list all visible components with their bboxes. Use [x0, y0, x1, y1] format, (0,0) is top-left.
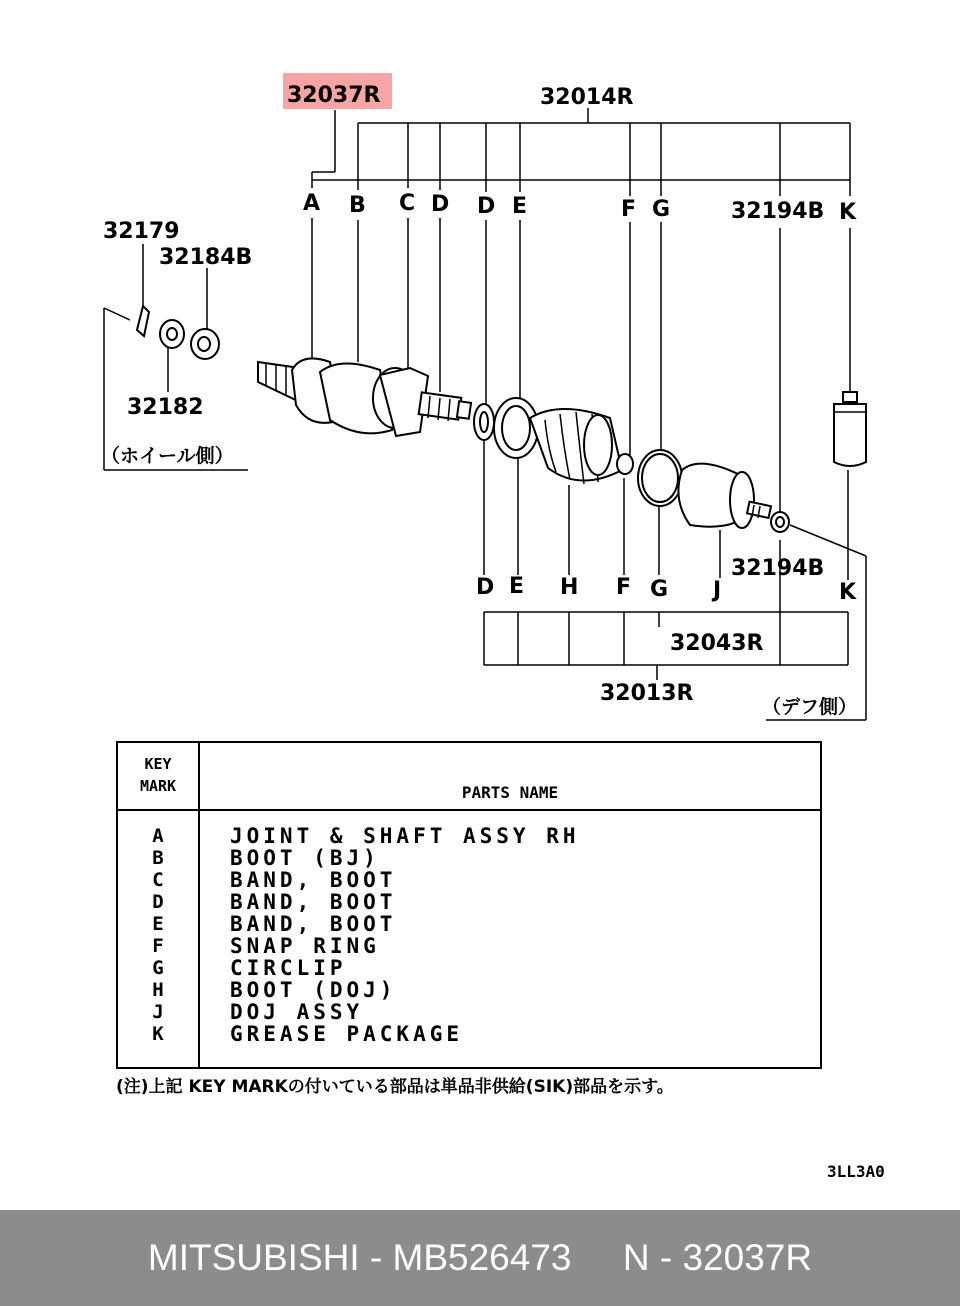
- key-header-line2: MARK: [139, 777, 177, 795]
- table-row[interactable]: [118, 825, 820, 847]
- key-mark: A: [152, 825, 164, 847]
- table-row[interactable]: [118, 935, 820, 957]
- circlip-icon: [638, 450, 682, 506]
- key-mark: G: [152, 957, 164, 979]
- callout-32182[interactable]: 32182: [127, 395, 204, 420]
- parts-table: [116, 741, 822, 1069]
- diff-side-label: （デフ側）: [762, 696, 858, 718]
- key-letter-top: G: [652, 197, 671, 222]
- key-letter-bottom: E: [509, 574, 525, 599]
- table-row[interactable]: [118, 1001, 820, 1023]
- table-row[interactable]: [118, 891, 820, 913]
- washer-32194b-icon: [771, 512, 789, 532]
- key-mark: F: [152, 935, 164, 957]
- key-mark-header: [118, 753, 198, 797]
- key-letter-top: B: [349, 193, 366, 218]
- key-letter-bottom: F: [616, 575, 632, 600]
- callout-bottom-group[interactable]: 32013R: [600, 681, 694, 706]
- key-mark: E: [152, 913, 164, 935]
- part-name: BOOT (BJ): [230, 846, 380, 870]
- key-mark: C: [152, 869, 164, 891]
- table-row[interactable]: [118, 913, 820, 935]
- key-mark: D: [152, 891, 164, 913]
- part-name: GREASE PACKAGE: [230, 1022, 464, 1046]
- joint-shaft-assembly-icon: [258, 358, 471, 436]
- boot-doj-icon: [530, 409, 622, 484]
- table-row[interactable]: [118, 847, 820, 869]
- part-name: DOJ ASSY: [230, 1000, 364, 1024]
- key-letter-bottom: D: [476, 575, 495, 600]
- callout-32194b-bottom[interactable]: 32194B: [731, 556, 825, 581]
- key-mark: K: [152, 1023, 164, 1045]
- table-row[interactable]: [118, 979, 820, 1001]
- wheel-side-label: （ホイール側）: [101, 445, 234, 467]
- table-row[interactable]: [118, 957, 820, 979]
- part-name: BAND, BOOT: [230, 890, 397, 914]
- footnote: (注)上記 KEY MARKの付いている部品は単品非供給(SIK)部品を示す。: [116, 1077, 674, 1097]
- key-letter-bottom: H: [560, 575, 579, 600]
- table-row[interactable]: [118, 869, 820, 891]
- callout-highlighted-part[interactable]: 32037R: [287, 83, 381, 108]
- callout-32179[interactable]: 32179: [103, 219, 180, 244]
- part-name: SNAP RING: [230, 934, 380, 958]
- footer-part-number: MITSUBISHI - MB526473 N - 32037R: [147, 1237, 813, 1278]
- part-name: BOOT (DOJ): [230, 978, 397, 1002]
- key-letter-top: E: [512, 194, 528, 219]
- key-letter-top: A: [303, 191, 321, 216]
- top-leader-lines: [143, 108, 850, 512]
- key-mark: B: [152, 847, 164, 869]
- band-d-icon: [474, 404, 494, 440]
- key-letter-top: F: [621, 197, 637, 222]
- table-row[interactable]: [118, 1023, 820, 1045]
- callout-32194b-top[interactable]: 32194B: [731, 199, 825, 224]
- drawing-code: 3LL3A0: [827, 1162, 885, 1181]
- part-name: BAND, BOOT: [230, 868, 397, 892]
- callout-32043r[interactable]: 32043R: [670, 631, 764, 656]
- band-e-icon: [494, 398, 538, 458]
- table-header-divider: [118, 809, 820, 811]
- key-letter-bottom: J: [713, 578, 722, 603]
- callout-top-group[interactable]: 32014R: [540, 85, 634, 110]
- key-letter-top: K: [839, 200, 857, 225]
- key-letter-bottom: K: [839, 580, 857, 605]
- parts-name-header: PARTS NAME: [461, 783, 559, 802]
- key-mark: H: [152, 979, 164, 1001]
- key-mark: J: [152, 1001, 164, 1023]
- footer-bar: [0, 1210, 960, 1306]
- washer-icon: [191, 329, 219, 359]
- grease-package-icon: [834, 392, 866, 466]
- part-name: JOINT & SHAFT ASSY RH: [230, 824, 580, 848]
- part-name: BAND, BOOT: [230, 912, 397, 936]
- castle-nut-icon: [160, 320, 184, 348]
- snap-ring-icon: [617, 454, 633, 474]
- key-header-line1: KEY: [144, 755, 172, 773]
- cotter-pin-icon: [137, 306, 149, 336]
- key-letter-top: D: [477, 194, 496, 219]
- part-name: CIRCLIP: [230, 956, 347, 980]
- key-letter-bottom: G: [650, 577, 669, 602]
- key-letter-top: C: [399, 191, 416, 216]
- doj-assembly-icon: [678, 464, 771, 528]
- callout-32184b[interactable]: 32184B: [159, 245, 253, 270]
- key-letter-top: D: [431, 192, 450, 217]
